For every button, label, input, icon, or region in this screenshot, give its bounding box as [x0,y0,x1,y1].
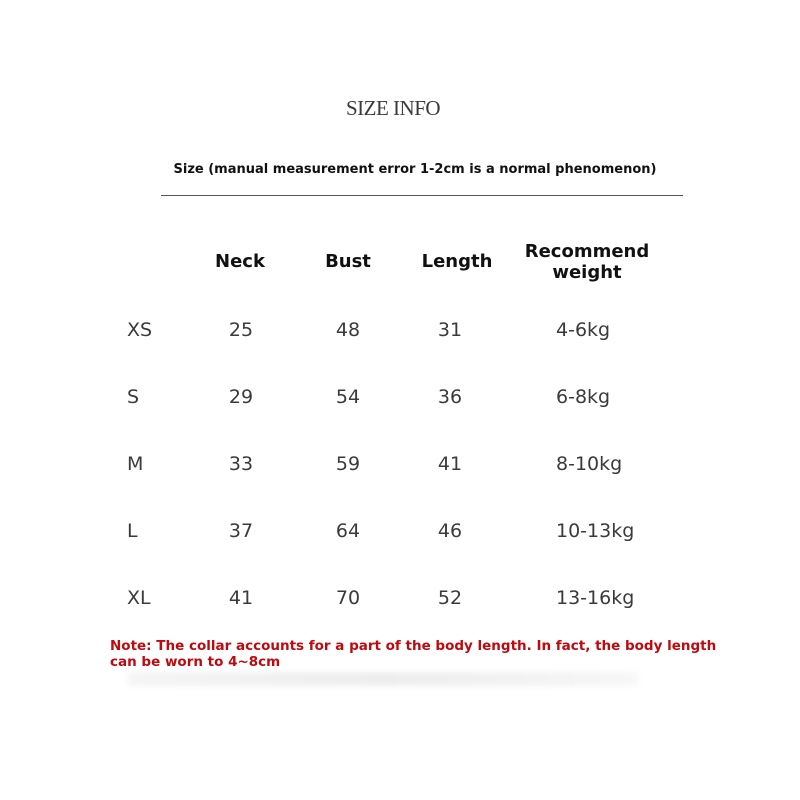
neck-value: 41 [228,587,254,609]
weight-value: 8-10kg [556,453,623,475]
divider-line [161,195,683,196]
bust-value: 48 [335,319,361,341]
length-value: 36 [437,386,463,408]
neck-value: 33 [228,453,254,475]
header-bust: Bust [325,251,371,272]
size-label: S [127,386,140,408]
page-title: SIZE INFO [345,96,441,120]
length-value: 41 [437,453,463,475]
neck-value: 29 [228,386,254,408]
subtitle: Size (manual measurement error 1-2cm is a normal phenomenon) [173,162,657,177]
weight-value: 13-16kg [556,587,635,609]
header-weight-line1: Recommend [524,241,650,262]
header-length: Length [421,251,493,272]
size-label: XS [127,319,153,341]
weight-value: 6-8kg [556,386,611,408]
neck-value: 37 [228,520,254,542]
bust-value: 54 [335,386,361,408]
size-label: L [127,520,138,542]
bust-value: 64 [335,520,361,542]
neck-value: 25 [228,319,254,341]
length-value: 52 [437,587,463,609]
size-label: XL [127,587,151,609]
header-recommend-weight [517,241,657,283]
header-weight-line2: weight [552,262,622,283]
size-label: M [127,453,144,475]
note-text: Note: The collar accounts for a part of the body length. In fact, the body length can be worn to 4~8cm [110,638,717,670]
weight-value: 4-6kg [556,319,611,341]
length-value: 46 [437,520,463,542]
header-neck: Neck [215,251,265,272]
bust-value: 59 [335,453,361,475]
bust-value: 70 [335,587,361,609]
length-value: 31 [437,319,463,341]
weight-value: 10-13kg [556,520,635,542]
faded-text-artifact [128,672,638,686]
